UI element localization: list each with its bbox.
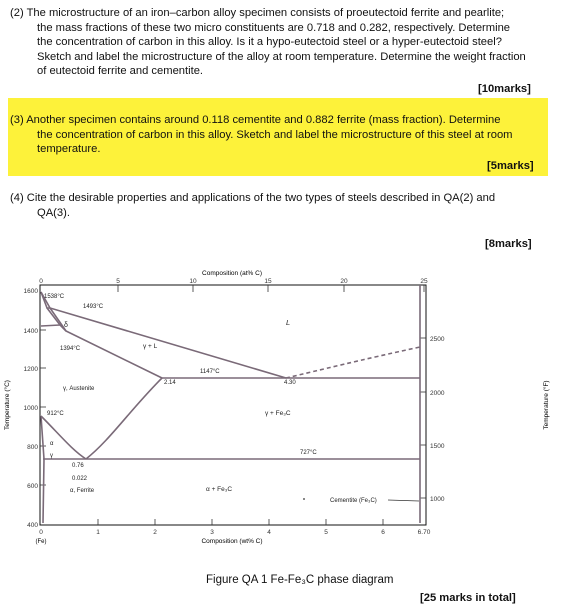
question-3	[10, 113, 544, 157]
a3-line	[41, 416, 86, 459]
right-tick-label: 2500	[430, 336, 445, 343]
phase-diagram	[0, 265, 562, 605]
bottom-tick-label: 1	[96, 529, 100, 536]
label-gamma-fe3c: γ + Fe₃C	[265, 410, 291, 417]
question-number: (2)	[10, 7, 24, 19]
question-line: QA(3).	[37, 206, 70, 219]
question-line: The microstructure of an iron–carbon alloy specimen consists of proeutectoid ferrite and pearlite;	[26, 7, 505, 19]
question-number: (3)	[10, 114, 24, 126]
label-1147: 1147°C	[200, 369, 220, 375]
label-727: 727°C	[300, 450, 317, 456]
label-912: 912°C	[47, 411, 64, 417]
left-tick-label: 400	[27, 522, 38, 529]
question-line: temperature.	[37, 143, 101, 156]
label-0-76: 0.76	[72, 463, 84, 469]
cementite-pointer	[388, 500, 419, 501]
alpha-solvus	[41, 416, 44, 523]
liquidus-line	[41, 292, 286, 378]
question-line: the mass fractions of these two micro constituents are 0.718 and 0.282, respectively. Determine	[37, 21, 511, 34]
bottom-tick-label: 0	[39, 529, 43, 536]
acm-line	[86, 378, 162, 459]
question-line: Another specimen contains around 0.118 cementite and 0.882 ferrite (mass fraction). Determine	[26, 114, 501, 126]
right-tick-label: 2000	[430, 390, 445, 397]
label-1538: 1538°C	[44, 294, 65, 300]
label-alpha-fe3c: α + Fe₃C	[206, 486, 233, 493]
left-tick-label: 600	[27, 483, 38, 490]
left-tick-label: 800	[27, 444, 38, 451]
bottom-tick-label: 3	[210, 529, 214, 536]
question-4	[10, 191, 544, 220]
label-alpha-small: α	[50, 441, 54, 447]
bottom-tick-label: 2	[153, 529, 157, 536]
right-tick-label: 1500	[430, 443, 445, 450]
bottom-tick-label: 5	[324, 529, 328, 536]
question-line: Sketch and label the microstructure of the alloy at room temperature. Determine the weight fraction	[37, 50, 526, 63]
fe-origin-label: (Fe)	[35, 539, 47, 545]
plot-frame	[40, 285, 426, 525]
label-gamma-small: γ	[50, 453, 53, 459]
top-tick-label: 25	[420, 278, 428, 285]
label-ferrite: α, Ferrite	[70, 488, 95, 494]
label-delta: δ	[64, 322, 68, 329]
figure-caption: Figure QA 1 Fe-Fe₃C phase diagram	[206, 574, 394, 586]
dot-marker	[303, 498, 305, 500]
delta-solvus	[41, 325, 60, 326]
bottom-tick-label: 6	[381, 529, 385, 536]
label-1493: 1493°C	[83, 304, 104, 310]
label-4-30: 4.30	[284, 380, 296, 386]
top-tick-label: 10	[189, 278, 197, 285]
top-tick-label: 15	[264, 278, 272, 285]
marks-q3: [5marks]	[487, 160, 534, 172]
top-tick-label: 20	[340, 278, 348, 285]
marks-q4: [8marks]	[485, 238, 532, 250]
question-line: of eutectoid ferrite and cementite.	[37, 65, 204, 78]
question-2	[10, 6, 544, 79]
left-tick-label: 1400	[23, 328, 38, 335]
total-marks: [25 marks in total]	[420, 592, 516, 604]
left-tick-label: 1200	[23, 366, 38, 373]
right-tick-label: 1000	[430, 496, 445, 503]
label-austenite: γ, Austenite	[63, 386, 95, 392]
label-0-022: 0.022	[72, 476, 88, 482]
bottom-axis-title: Composition (wt% C)	[201, 538, 263, 545]
right-axis-title: Temperature (°F)	[543, 380, 550, 430]
bottom-tick-label: 4	[267, 529, 271, 536]
label-gamma-l: γ + L	[143, 343, 158, 350]
left-tick-label: 1000	[23, 405, 38, 412]
label-1394: 1394°C	[60, 346, 81, 352]
liquidus-line-fe3c	[286, 347, 420, 378]
top-tick-label: 0	[39, 278, 43, 285]
bottom-tick-label: 6.70	[417, 529, 431, 536]
label-cementite: Cementite (Fe₃C)	[330, 498, 377, 504]
question-line: the concentration of carbon in this alloy. Is it a hypo-eutectoid steel or a hyper-eutectoid steel?	[37, 36, 502, 49]
question-line: Cite the desirable properties and applications of the two types of steels described in QA(2) and	[26, 192, 496, 204]
top-tick-label: 5	[116, 278, 120, 285]
label-liquid: L	[286, 318, 291, 327]
left-axis-title: Temperature (°C)	[4, 380, 11, 430]
question-number: (4)	[10, 192, 24, 204]
question-line: the concentration of carbon in this alloy. Sketch and label the microstructure of this steel at room	[37, 128, 513, 141]
left-tick-label: 1600	[23, 288, 38, 295]
top-axis-title: Composition (at% C)	[202, 270, 262, 277]
marks-q2: [10marks]	[478, 83, 531, 95]
label-2-14: 2.14	[164, 380, 176, 386]
